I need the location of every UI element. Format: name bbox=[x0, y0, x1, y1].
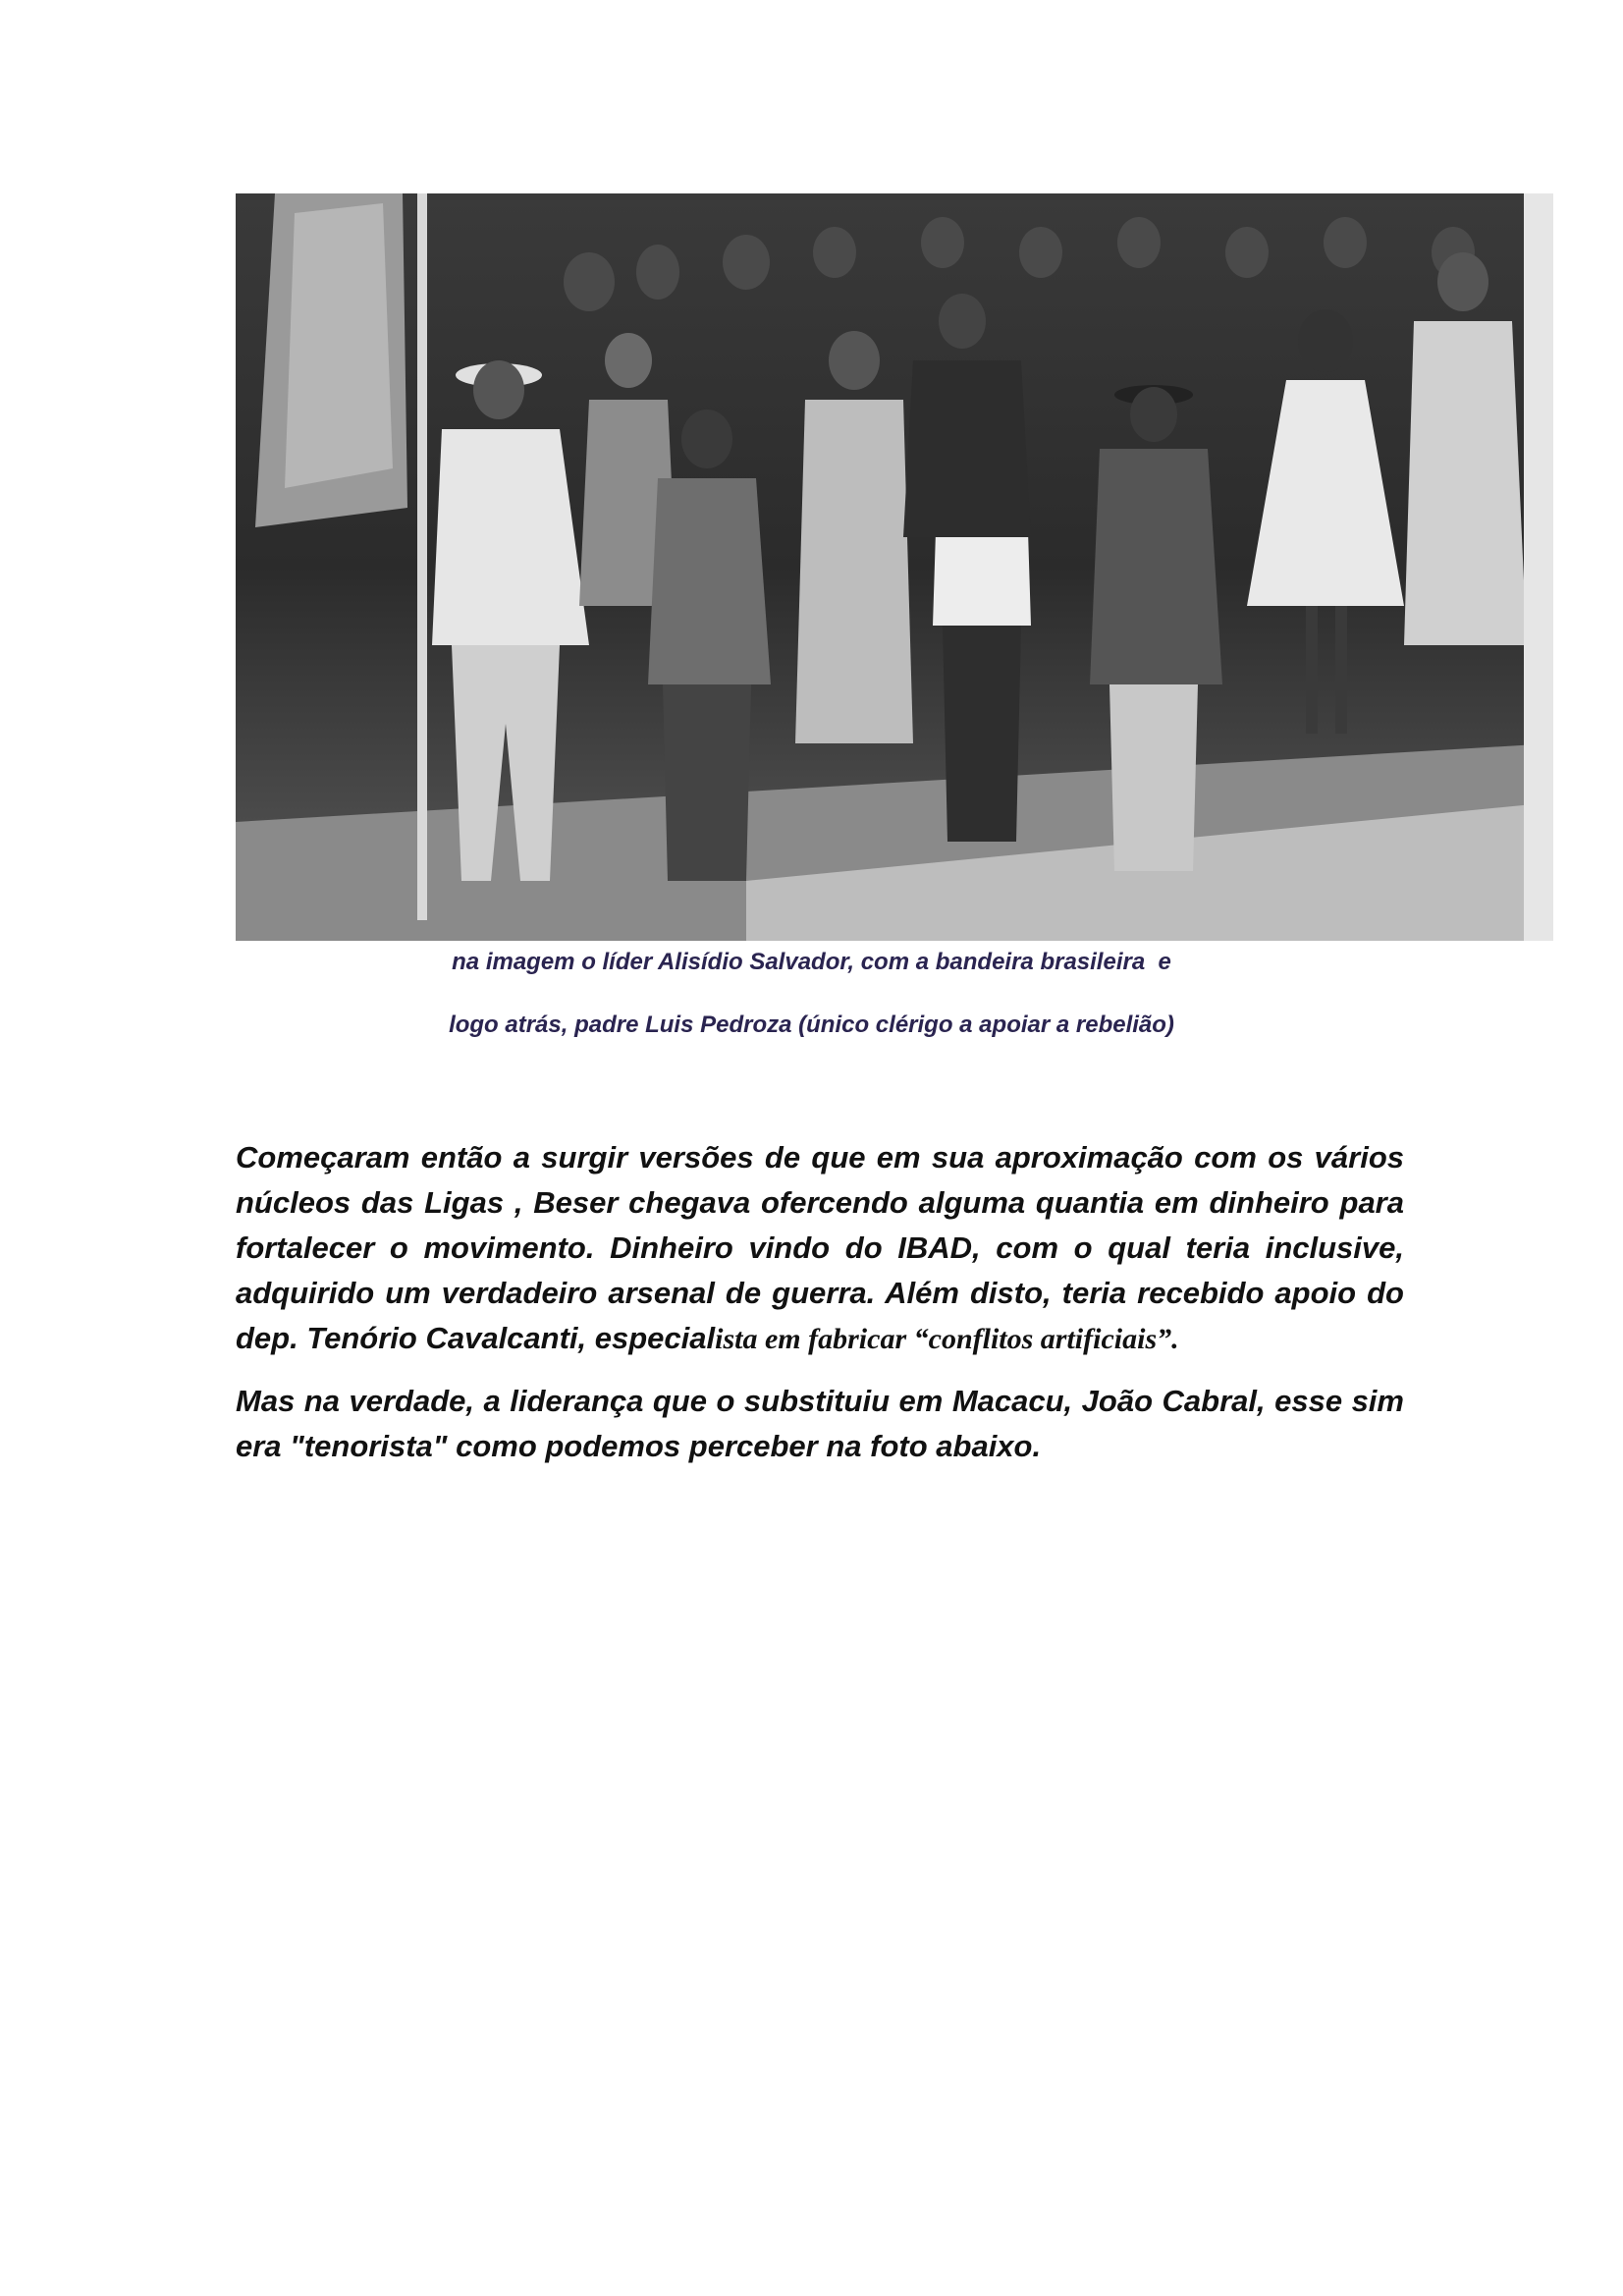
paragraph-1 bbox=[236, 1135, 1404, 1362]
historical-photo bbox=[236, 193, 1553, 941]
paragraph-2: Mas na verdade, a liderança que o substituiu em Macacu, João Cabral, esse sim era "tenorista" como podemos perceber na foto abaixo. bbox=[236, 1384, 1404, 1463]
paragraph-1-tail: ista em fabricar “conflitos artificiais”. bbox=[715, 1323, 1179, 1355]
paragraph-1-main: Começaram então a surgir versões de que em sua aproximação com os vários núcleos das Ligas , Beser chegava ofercendo alguma quantia em dinheiro para fortalecer o movimento. Dinheiro vindo do IBAD, com o qual teria inclusive, adquirido um verdadeiro arsenal de guerra. Além disto, teria recebido apoio do dep. Tenório Cavalcanti, especial bbox=[236, 1140, 1404, 1355]
photo-caption-line-1: na imagem o líder Alisídio Salvador, com a bandeira brasileira e bbox=[452, 949, 1171, 975]
photo-caption-line-2: logo atrás, padre Luis Pedroza (único clérigo a apoiar a rebelião) bbox=[449, 1011, 1174, 1038]
